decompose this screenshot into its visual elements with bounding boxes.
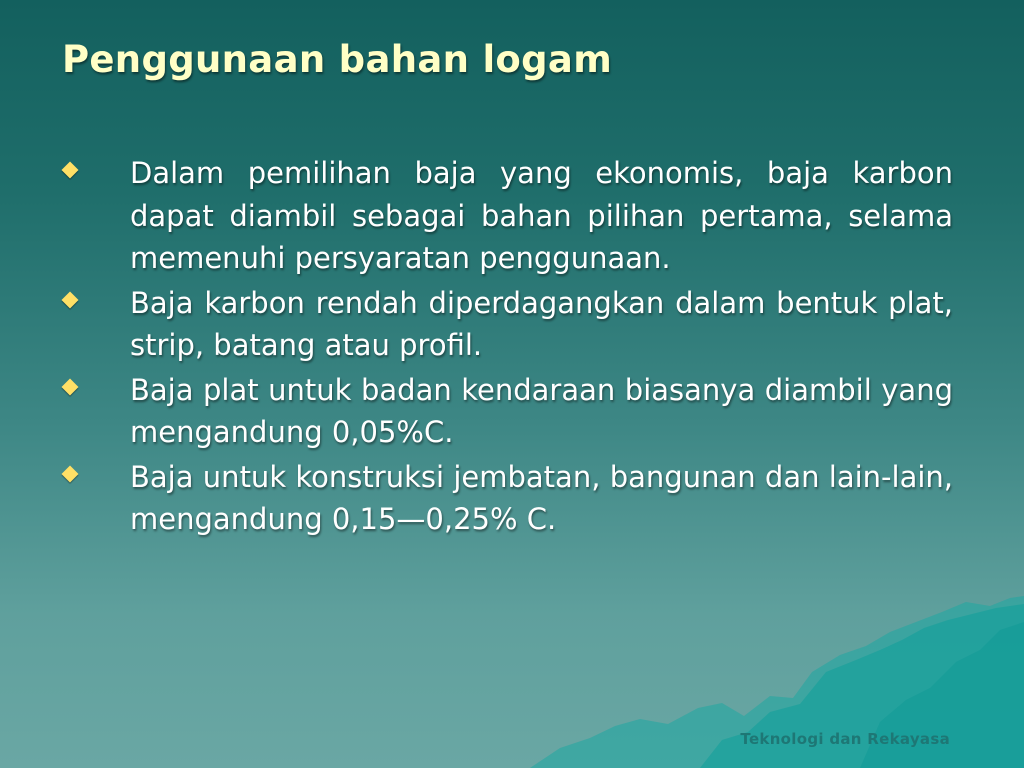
bullet-item xyxy=(62,152,953,280)
bullet-list xyxy=(62,152,953,543)
diamond-bullet-icon xyxy=(62,465,79,482)
bullet-text: Baja untuk konstruksi jembatan, bangunan dan lain-lain, mengandung 0,15—0,25% C. xyxy=(130,459,953,536)
slide-title: Penggunaan bahan logam xyxy=(62,38,613,81)
bullet-item xyxy=(62,369,953,454)
bullet-text: Dalam pemilihan baja yang ekonomis, baja karbon dapat diambil sebagai bahan pilihan pertama, selama memenuhi persyaratan penggunaan. xyxy=(130,156,953,275)
diamond-bullet-icon xyxy=(62,291,79,308)
footer-text: Teknologi dan Rekayasa xyxy=(740,730,950,748)
bullet-item xyxy=(62,282,953,367)
bullet-item xyxy=(62,456,953,541)
bullet-text: Baja plat untuk badan kendaraan biasanya diambil yang mengandung 0,05%C. xyxy=(130,372,953,449)
diamond-bullet-icon xyxy=(62,378,79,395)
bullet-text: Baja karbon rendah diperdagangkan dalam bentuk plat, strip, batang atau profil. xyxy=(130,285,953,362)
diamond-bullet-icon xyxy=(62,162,79,179)
